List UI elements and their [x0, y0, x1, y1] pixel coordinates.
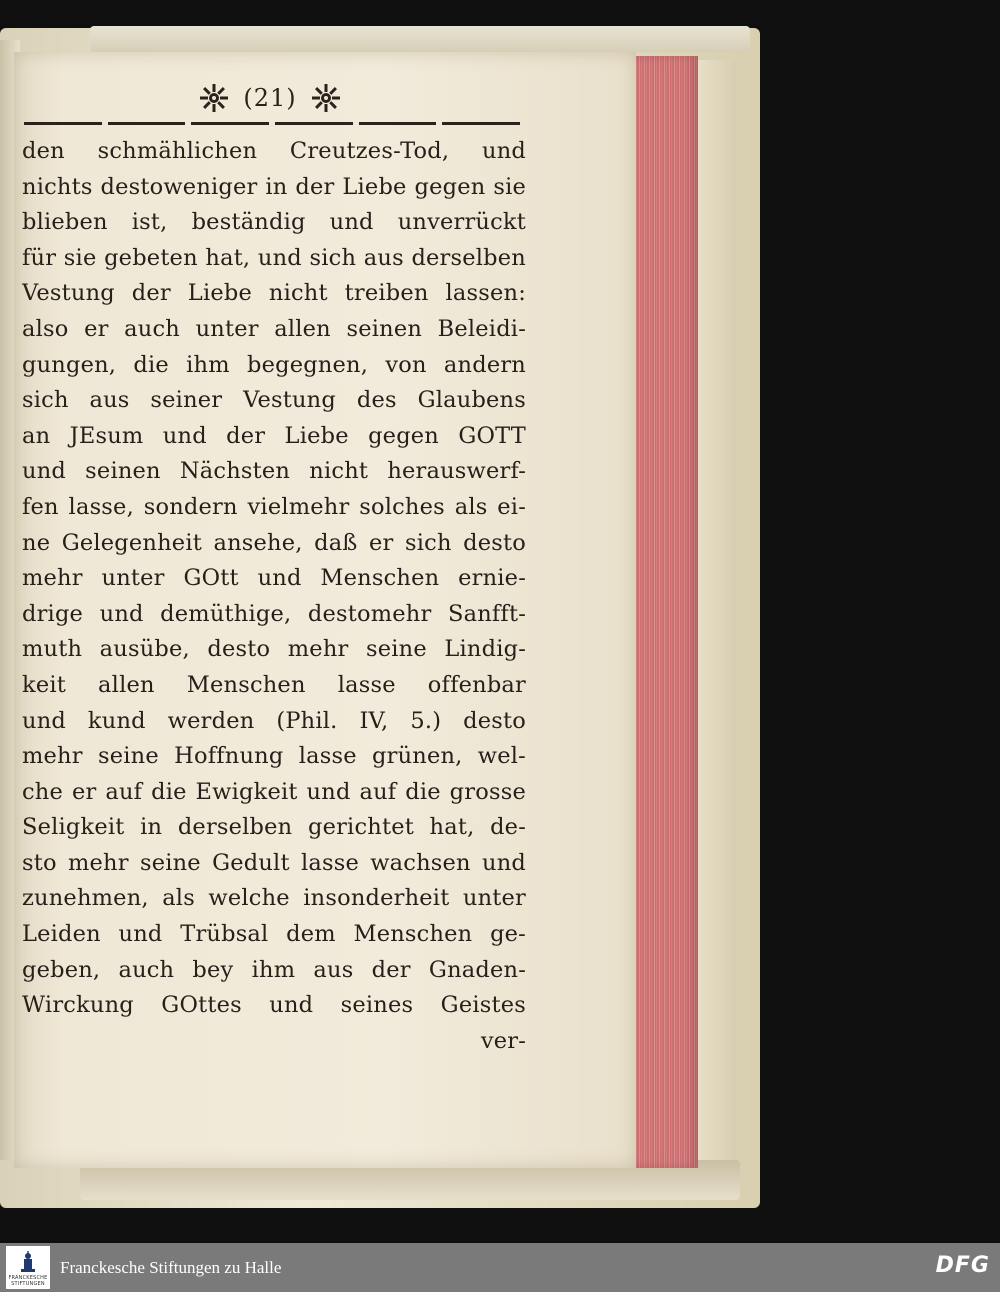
page-number: (21) [243, 84, 297, 112]
ornament-icon [311, 83, 341, 113]
text-line: fen lasse, sondern vielmehr solches als ei- [22, 493, 526, 520]
header-rule [24, 122, 520, 126]
text-line: für sie gebeten hat, und sich aus derselben [22, 244, 526, 271]
text-line: mehr seine Hoffnung lasse grünen, wel- [22, 743, 526, 770]
text-line: mehr unter GOtt und Menschen ernie- [22, 565, 526, 592]
cover-top-edge [90, 26, 750, 52]
text-line: sich aus seiner Vestung des Glaubens [22, 387, 526, 414]
page-header [140, 78, 400, 118]
text-line: Leiden und Trübsal dem Menschen ge- [22, 921, 526, 948]
text-line: ne Gelegenheit ansehe, daß er sich desto [22, 529, 526, 556]
institution-name-link[interactable]: Franckesche Stiftungen zu Halle [60, 1258, 282, 1277]
text-line: an JEsum und der Liebe gegen GOTT [22, 422, 526, 449]
cover-fore-edge [696, 60, 736, 1170]
text-line: che er auf die Ewigkeit und auf die grosse [22, 778, 526, 805]
institution-logo[interactable] [6, 1246, 50, 1289]
text-line: den schmählichen Creutzes-Tod, und [22, 138, 526, 164]
logo-text-line: STIFTUNGEN [11, 1281, 45, 1287]
logo-text-line: FRANCKESCHE [8, 1275, 48, 1281]
viewer-footer-bar [0, 1243, 1000, 1292]
text-block [22, 134, 526, 1059]
text-line: drige und demüthige, destomehr Sanfft- [22, 600, 526, 627]
text-line: nichts destoweniger in der Liebe gegen sie [22, 173, 526, 200]
institution-logo-icon [19, 1251, 37, 1273]
text-line: muth ausübe, desto mehr seine Lindig- [22, 636, 526, 663]
text-line: zunehmen, als welche insonderheit unter [22, 885, 526, 912]
text-line: und kund werden (Phil. IV, 5.) desto [22, 707, 526, 734]
text-line: gungen, die ihm begegnen, von andern [22, 351, 526, 378]
ornament-icon [199, 83, 229, 113]
text-line: also er auch unter allen seinen Beleidi- [22, 315, 526, 342]
catchword: ver- [480, 1027, 526, 1054]
dfg-logo[interactable]: DFG [935, 1253, 990, 1278]
text-line: keit allen Menschen lasse offenbar [22, 671, 526, 698]
text-line: geben, auch bey ihm aus der Gnaden- [22, 956, 526, 983]
text-line: Seligkeit in derselben gerichtet hat, de- [22, 814, 526, 841]
text-line: und seinen Nächsten nicht herauswerf- [22, 458, 526, 485]
text-line: Wirckung GOttes und seines Geistes [22, 992, 526, 1019]
text-line: blieben ist, beständig und unverrückt [22, 209, 526, 236]
text-line: Vestung der Liebe nicht treiben lassen: [22, 280, 526, 307]
text-line: sto mehr seine Gedult lasse wachsen und [22, 849, 526, 876]
